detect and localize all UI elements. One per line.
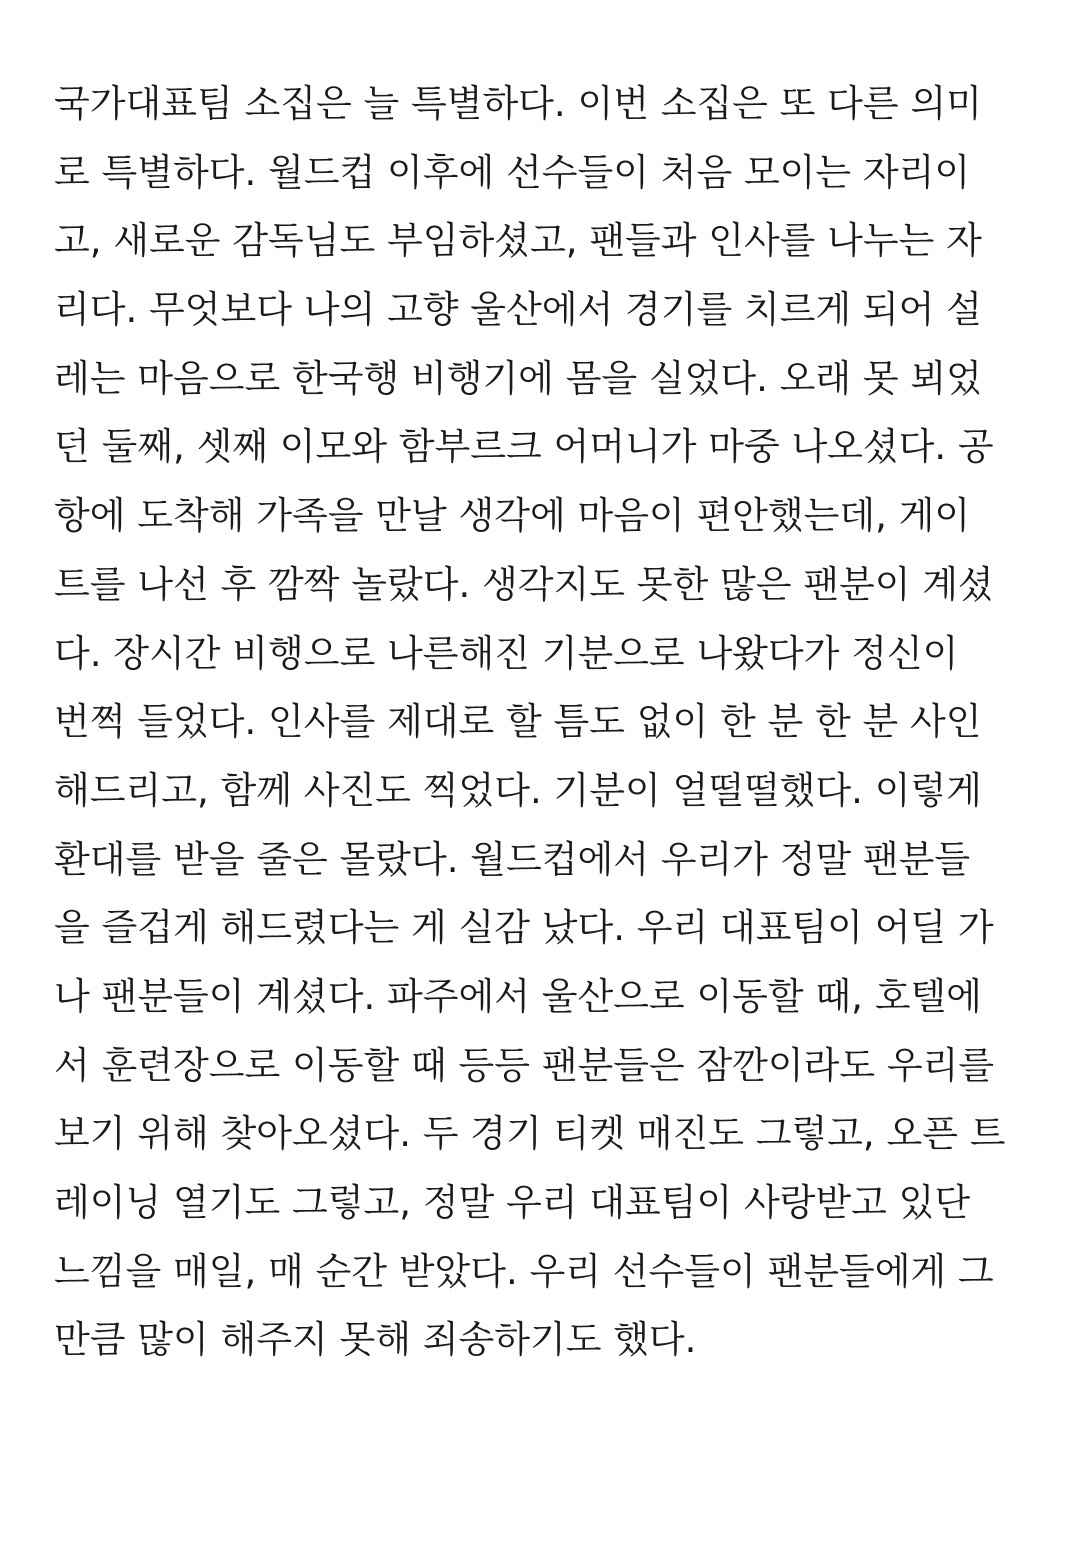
text-line: 레이닝 열기도 그렇고, 정말 우리 대표팀이 사랑받고 있단	[54, 1181, 971, 1224]
text-line: 만큼 많이 해주지 못해 죄송하기도 했다.	[54, 1318, 697, 1362]
article-body	[54, 70, 1044, 1375]
text-line: 을 즐겁게 해드렸다는 게 실감 났다. 우리 대표팀이 어딜 가	[54, 906, 994, 950]
text-line: 환대를 받을 줄은 몰랐다. 월드컵에서 우리가 정말 팬분들	[54, 837, 971, 881]
text-line: 서 훈련장으로 이동할 때 등등 팬분들은 잠깐이라도 우리를	[54, 1043, 995, 1087]
text-line: 해드리고, 함께 사진도 찍었다. 기분이 얼떨떨했다. 이렇게	[54, 768, 982, 812]
text-line: 보기 위해 찾아오셨다. 두 경기 티켓 매진도 그렇고, 오픈 트	[54, 1112, 1006, 1156]
text-line: 다. 장시간 비행으로 나른해진 기분으로 나왔다가 정신이	[54, 631, 959, 675]
text-line: 던 둘째, 셋째 이모와 함부르크 어머니가 마중 나오셨다. 공	[54, 425, 994, 469]
text-line: 레는 마음으로 한국행 비행기에 몸을 실었다. 오래 못 뵈었	[54, 356, 982, 400]
text-line: 나 팬분들이 계셨다. 파주에서 울산으로 이동할 때, 호텔에	[54, 974, 982, 1018]
text-line: 국가대표팀 소집은 늘 특별하다. 이번 소집은 또 다른 의미	[54, 82, 982, 125]
text-line: 번쩍 들었다. 인사를 제대로 할 틈도 없이 한 분 한 분 사인	[54, 700, 982, 744]
text-line: 로 특별하다. 월드컵 이후에 선수들이 처음 모이는 자리이	[54, 150, 971, 194]
text-line: 트를 나선 후 깜짝 놀랐다. 생각지도 못한 많은 팬분이 계셨	[54, 562, 994, 606]
text-line: 느낌을 매일, 매 순간 받았다. 우리 선수들이 팬분들에게 그	[54, 1249, 994, 1293]
text-line: 리다. 무엇보다 나의 고향 울산에서 경기를 치르게 되어 설	[54, 288, 982, 332]
text-line: 고, 새로운 감독님도 부임하셨고, 팬들과 인사를 나누는 자	[54, 219, 982, 263]
text-line: 항에 도착해 가족을 만날 생각에 마음이 편안했는데, 게이	[54, 494, 971, 538]
